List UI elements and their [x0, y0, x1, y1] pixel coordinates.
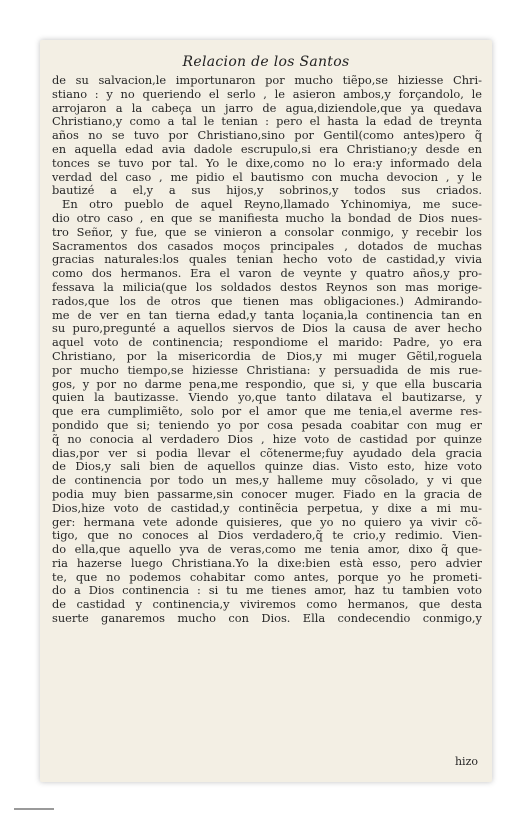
text-line: q̃ no conocia al verdadero Dios , hize voto de castidad por quinze [52, 432, 482, 446]
text-line: en aquella edad avia dadole escrupulo,si era Christiano;y desde en [52, 142, 482, 156]
text-line: su puro,pregunté a aquellos siervos de Dios la causa de aver hecho [52, 322, 482, 336]
text-line: ria hazerse luego Christiana.Yo la dixe:bien està esso, pero advier [52, 556, 482, 570]
text-line: años no se tuvo por Christiano,sino por Gentil(como antes)pero q̃ [52, 129, 482, 143]
text-line: do a Dios continencia : si tu me tienes amor, haz tu tambien voto [52, 584, 482, 598]
text-line: podia muy bien passarme,sin conocer muger. Fiado en la gracia de [52, 487, 482, 501]
text-line: como dos hermanos. Era el varon de veynte y quatro años,y pro- [52, 267, 482, 281]
text-line: aquel voto de continencia; respondiome el marido: Padre, yo era [52, 336, 482, 350]
text-line: Sacramentos dos casados moços principales , dotados de muchas [52, 239, 482, 253]
text-line: fessava la milicia(que los soldados destos Reynos son mas morige- [52, 280, 482, 294]
text-line: do ella,que aquello yva de veras,como me tenia amor, dixo q̃ que- [52, 543, 482, 557]
text-line: tro Señor, y fue, que se vinieron a consolar conmigo, y recebir los [52, 225, 482, 239]
running-title: Relacion de los Santos [182, 54, 350, 70]
text-line: Dios,hize voto de castidad,y continẽcia perpetua, y dixe a mi mu- [52, 501, 482, 515]
text-line: me de ver en tan tierna edad,y tanta loçania,la continencia tan en [52, 308, 482, 322]
text-line: por mucho tiempo,se hiziesse Christiana: y persuadida de mis rue- [52, 363, 482, 377]
text-line: En otro pueblo de aquel Reyno,llamado Ychinomiya, me suce- [62, 198, 482, 212]
text-line: bautizé a el,y a sus hijos,y sobrinos,y todos sus criados. [52, 184, 482, 198]
text-line: te, que no podemos cohabitar como antes, porque yo he prometi- [52, 570, 482, 584]
text-line: quien la bautizasse. Viendo yo,que tanto dilatava el bautizarse, y [52, 391, 482, 405]
body-text [52, 74, 482, 626]
text-line: pondido que si; teniendo yo por cosa pesada coabitar con mug er [52, 418, 482, 432]
text-line: arrojaron a la cabeça un jarro de agua,diziendole,que ya quedava [52, 101, 482, 115]
text-line: de castidad y continencia,y viviremos como hermanos, que desta [52, 598, 482, 612]
text-line: de Dios,y sali bien de aquellos quinze dias. Visto esto, hize voto [52, 460, 482, 474]
text-line: que era cumplimiẽto, solo por el amor que me tenia,el averme res- [52, 405, 482, 419]
text-line: suerte ganaremos mucho con Dios. Ella condecendio conmigo,y [52, 612, 482, 626]
text-line: gracias naturales:los quales tenian hecho voto de castidad,y vivia [52, 253, 482, 267]
text-line: stiano : y no queriendo el serlo , le asieron ambos,y forçandolo, le [52, 87, 482, 101]
text-line: dio otro caso , en que se manifiesta mucho la bondad de Dios nues- [52, 211, 482, 225]
text-line: de continencia por todo un mes,y halleme muy cõsolado, y vi que [52, 474, 482, 488]
text-line: de su salvacion,le importunaron por mucho tiẽpo,se hiziesse Chri- [52, 74, 482, 87]
text-line: tonces se tuvo por tal. Yo le dixe,como no lo era:y informado dela [52, 156, 482, 170]
scan-edge-mark [14, 808, 54, 810]
text-line: Christiano, por la misericordia de Dios,y mi muger Gẽtil,roguela [52, 349, 482, 363]
text-line: dias,por ver si podia llevar el cõtenerme;fuy ayudado dela gracia [52, 446, 482, 460]
text-line: gos, y por no darme pena,me respondio, que si, y que ella buscaria [52, 377, 482, 391]
text-line: tigo, que no conoces al Dios verdadero,q̃ te crio,y redimio. Vien- [52, 529, 482, 543]
book-page [40, 40, 492, 782]
text-line: Christiano,y como a tal le tenian : pero el hasta la edad de treynta [52, 115, 482, 129]
catchword: hizo [454, 755, 478, 768]
text-line: verdad del caso , me pidio el bautismo con mucha devocion , y le [52, 170, 482, 184]
text-line: ger: hermana vete adonde quisieres, que yo no quiero ya vivir cõ- [52, 515, 482, 529]
text-line: rados,que los de otros que tienen mas obligaciones.) Admirando- [52, 294, 482, 308]
